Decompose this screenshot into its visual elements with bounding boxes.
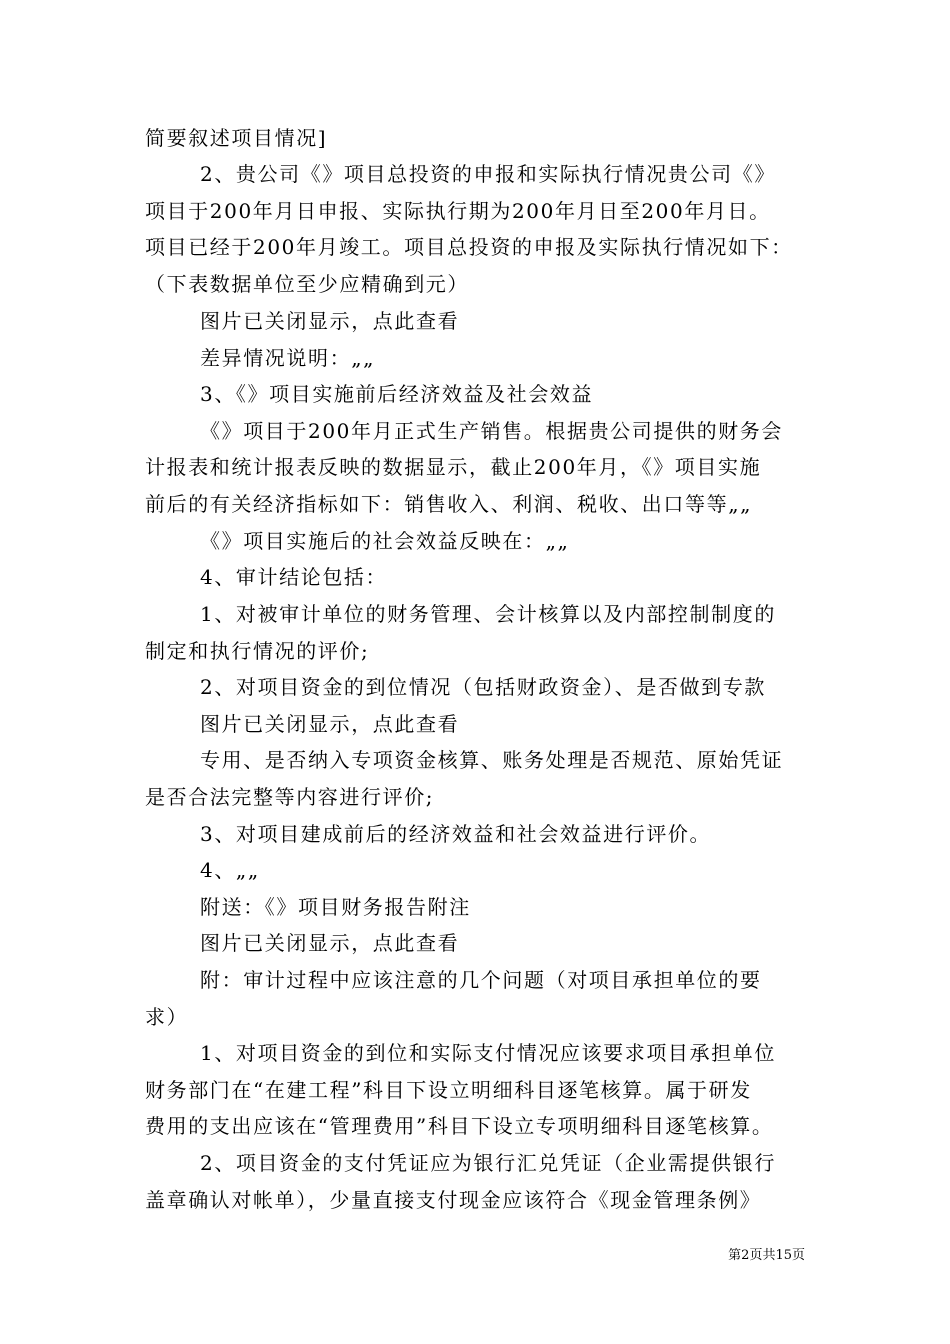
text-line: 4、„„ <box>200 858 260 882</box>
text-line: 制定和执行情况的评价; <box>145 639 370 663</box>
text-line: 求） <box>145 1005 189 1029</box>
text-line: 财务部门在“在建工程”科目下设立明细科目逐笔核算。属于研发 <box>145 1078 752 1102</box>
text-line: 项目已经于200年月竣工。项目总投资的申报及实际执行情况如下： <box>145 235 793 259</box>
text-line: 《》项目实施后的社会效益反映在：„„ <box>200 529 570 553</box>
text-line: 项目于200年月日申报、实际执行期为200年月日至200年月日。 <box>145 199 771 223</box>
text-line: 费用的支出应该在“管理费用”科目下设立专项明细科目逐笔核算。 <box>145 1114 774 1138</box>
image-placeholder-link[interactable]: 图片已关闭显示，点此查看 <box>200 712 460 736</box>
text-line: 计报表和统计报表反映的数据显示，截止200年月，《》项目实施 <box>145 455 762 479</box>
page-number: 第2页共15页 <box>728 1248 805 1263</box>
text-line: 2、贵公司《》项目总投资的申报和实际执行情况贵公司《》 <box>200 162 776 186</box>
text-line: 1、对项目资金的到位和实际支付情况应该要求项目承担单位 <box>200 1041 776 1065</box>
text-line: 前后的有关经济指标如下：销售收入、利润、税收、出口等等„„ <box>145 492 753 516</box>
text-line: 1、对被审计单位的财务管理、会计核算以及内部控制制度的 <box>200 602 776 626</box>
text-line: 2、项目资金的支付凭证应为银行汇兑凭证（企业需提供银行 <box>200 1151 776 1175</box>
section-heading: 附：审计过程中应该注意的几个问题（对项目承担单位的要 <box>200 968 762 992</box>
text-line: 是否合法完整等内容进行评价; <box>145 785 435 809</box>
text-line: 2、对项目资金的到位情况（包括财政资金）、是否做到专款 <box>200 675 766 699</box>
text-line: 简要叙述项目情况] <box>145 126 328 150</box>
image-placeholder-link[interactable]: 图片已关闭显示，点此查看 <box>200 309 460 333</box>
text-line: 附送：《》项目财务报告附注 <box>200 895 471 919</box>
image-placeholder-link[interactable]: 图片已关闭显示，点此查看 <box>200 931 460 955</box>
text-line: （下表数据单位至少应精确到元） <box>145 272 469 296</box>
text-line: 盖章确认对帐单），少量直接支付现金应该符合《现金管理条例》 <box>145 1188 762 1212</box>
text-line: 《》项目于200年月正式生产销售。根据贵公司提供的财务会 <box>200 419 783 443</box>
text-line: 专用、是否纳入专项资金核算、账务处理是否规范、原始凭证 <box>200 748 784 772</box>
text-line: 3、对项目建成前后的经济效益和社会效益进行评价。 <box>200 822 712 846</box>
text-line: 差异情况说明：„„ <box>200 346 376 370</box>
section-heading: 4、审计结论包括： <box>200 565 388 589</box>
page-footer <box>0 1247 950 1265</box>
section-heading: 3、《》项目实施前后经济效益及社会效益 <box>200 382 594 406</box>
